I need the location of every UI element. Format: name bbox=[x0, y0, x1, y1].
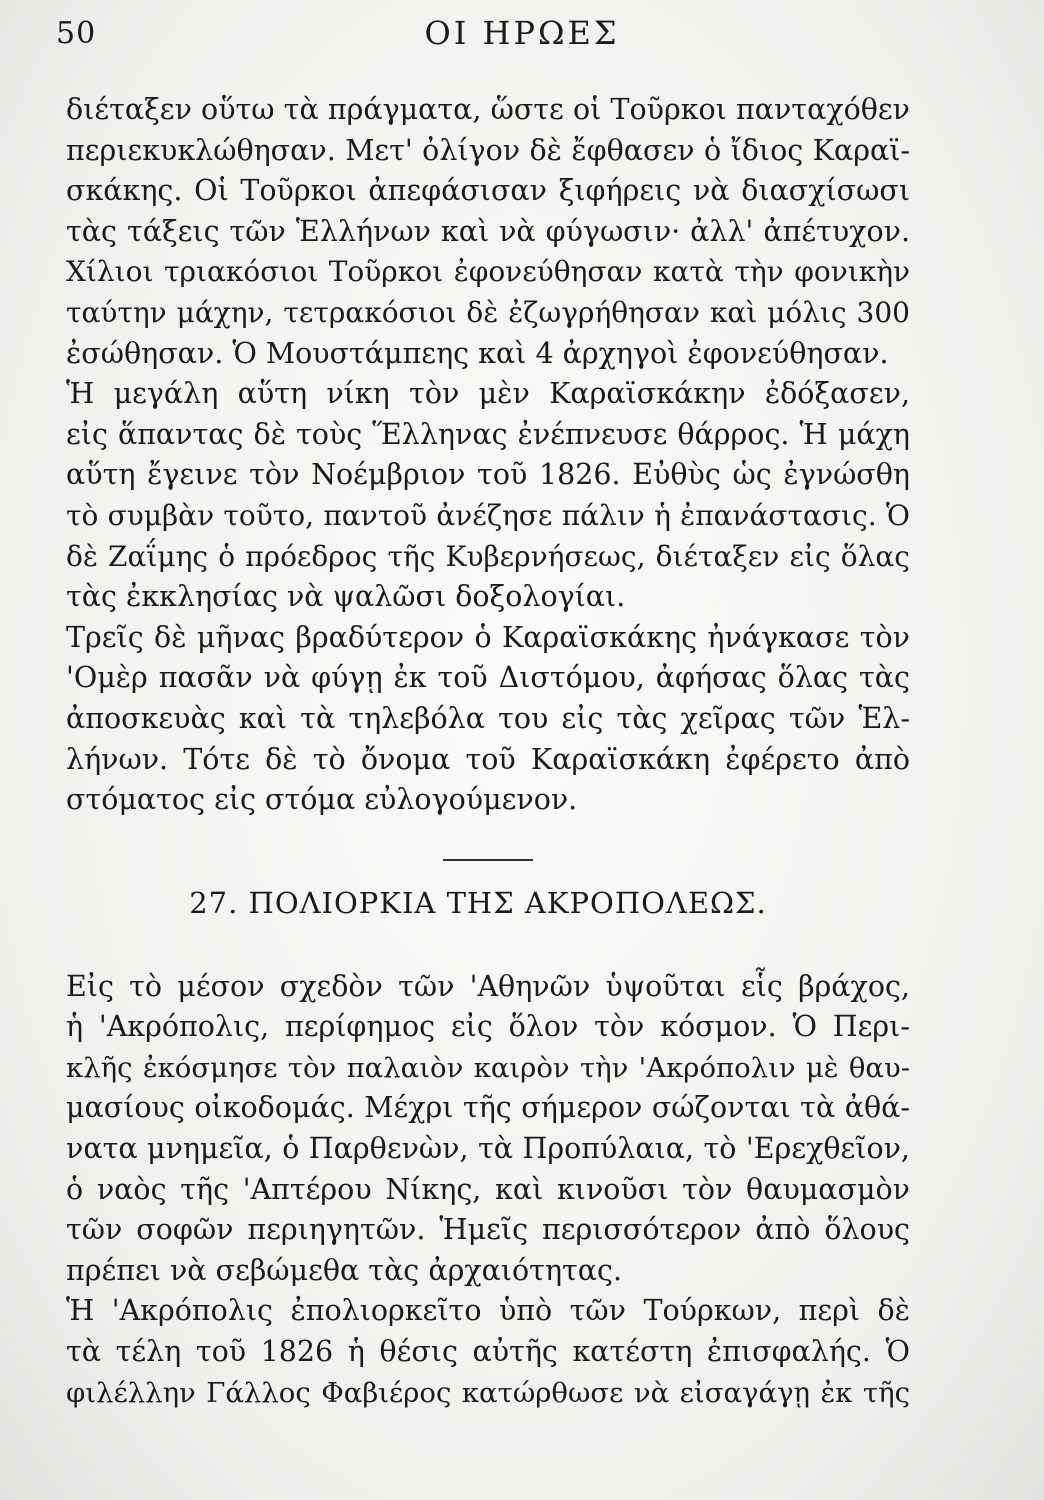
text-line: σκάκης. Οἱ Τοῦρκοι ἀπεφάσισαν ξιφήρεις νὰ διασχίσωσι bbox=[66, 174, 910, 208]
text-line: κλῆς ἐκόσμησε τὸν παλαιὸν καιρὸν τὴν 'Ακρόπολιν μὲ θαυ- bbox=[66, 1051, 910, 1084]
text-line: Ἡ 'Ακρόπολις ἐπολιορκεῖτο ὑπὸ τῶν Τούρκων, περὶ δὲ bbox=[66, 1294, 910, 1328]
text-line: Ἡ μεγάλη αὕτη νίκη τὸν μὲν Καραϊσκάκην ἐδόξασεν, bbox=[66, 377, 910, 411]
paragraph-4 bbox=[66, 967, 910, 1292]
text-line: πρέπει νὰ σεβώμεθα τὰς ἀρχαιότητας. bbox=[66, 1253, 623, 1287]
text-line: στόματος εἰς στόμα εὐλογούμενον. bbox=[66, 783, 578, 817]
text-line: ἡ 'Ακρόπολις, περίφημος εἰς ὅλον τὸν κόσμον. Ὁ Περι- bbox=[66, 1010, 910, 1044]
page-number: 50 bbox=[56, 16, 97, 51]
text-line: ὁ ναὸς τῆς 'Απτέρου Νίκης, καὶ κινοῦσι τὸν θαυμασμὸν bbox=[66, 1172, 910, 1206]
text-line: τὰς ἐκκλησίας νὰ ψαλῶσι δοξολογίαι. bbox=[66, 580, 626, 614]
page-text bbox=[66, 90, 910, 1413]
text-line: αὕτη ἔγεινε τὸν Νοέμβριον τοῦ 1826. Εὐθὺς ὡς ἐγνώσθη bbox=[66, 458, 910, 492]
text-line: τὸ συμβὰν τοῦτο, παντοῦ ἀνέζησε πάλιν ἡ ἐπανάστασις. Ὁ bbox=[66, 498, 910, 532]
text-line: διέταξεν οὕτω τὰ πράγματα, ὥστε οἱ Τοῦρκοι πανταχόθεν bbox=[66, 93, 910, 126]
text-line: τῶν σοφῶν περιηγητῶν. Ἡμεῖς περισσότερον ἀπὸ ὅλους bbox=[66, 1213, 910, 1247]
text-line: Τρεῖς δὲ μῆνας βραδύτερον ὁ Καραϊσκάκης ἠνάγκασε τὸν bbox=[66, 620, 910, 654]
text-line: ἀποσκευὰς καὶ τὰ τηλεβόλα του εἰς τὰς χεῖρας τῶν Ἑλ- bbox=[66, 701, 910, 735]
text-line: δὲ Ζαΐμης ὁ πρόεδρος τῆς Κυβερνήσεως, διέταξεν εἰς ὅλας bbox=[66, 539, 910, 573]
text-line: φιλέλλην Γάλλος Φαβιέρος κατώρθωσε νὰ εἰσαγάγῃ ἐκ τῆς bbox=[66, 1376, 910, 1409]
paragraph-3 bbox=[66, 618, 910, 821]
text-line: Χίλιοι τριακόσιοι Τοῦρκοι ἐφονεύθησαν κατὰ τὴν φονικὴν bbox=[66, 255, 910, 289]
text-line: τὰ τέλη τοῦ 1826 ἡ θέσις αὐτῆς κατέστη ἐπισφαλής. Ὁ bbox=[66, 1335, 910, 1369]
paragraph-5 bbox=[66, 1291, 910, 1413]
section-heading: 27. ΠΟΛΙΟΡΚΙΑ ΤΗΣ ΑΚΡΟΠΟΛΕΩΣ. bbox=[189, 885, 767, 920]
section-divider bbox=[443, 859, 533, 861]
running-title: ΟΙ ΗΡΩΕΣ bbox=[424, 14, 620, 52]
text-line: λήνων. Τότε δὲ τὸ ὄνομα τοῦ Καραϊσκάκη ἐφέρετο ἀπὸ bbox=[66, 742, 910, 776]
text-line: περιεκυκλώθησαν. Μετ' ὀλίγον δὲ ἔφθασεν ὁ ἴδιος Καραϊ- bbox=[66, 133, 910, 167]
text-line: ἐσώθησαν. Ὁ Μουστάμπεης καὶ 4 ἀρχηγοὶ ἐφονεύθησαν. bbox=[66, 336, 889, 370]
text-line: Εἰς τὸ μέσον σχεδὸν τῶν 'Αθηνῶν ὑψοῦται εἷς βράχος, bbox=[66, 969, 910, 1003]
text-line: τὰς τάξεις τῶν Ἑλλήνων καὶ νὰ φύγωσιν· ἀλλ' ἀπέτυχον. bbox=[66, 214, 910, 248]
text-line: 'Ομὲρ πασᾶν νὰ φύγῃ ἐκ τοῦ Διστόμου, ἀφήσας ὅλας τὰς bbox=[66, 661, 910, 695]
text-line: νατα μνημεῖα, ὁ Παρθενὼν, τὰ Προπύλαια, τὸ 'Ερεχθεῖον, bbox=[66, 1132, 910, 1166]
paragraph-1 bbox=[66, 90, 910, 374]
paragraph-2 bbox=[66, 374, 910, 618]
text-line: εἰς ἅπαντας δὲ τοὺς Ἕλληνας ἐνέπνευσε θάρρος. Ἡ μάχη bbox=[66, 417, 910, 451]
text-line: ταύτην μάχην, τετρακόσιοι δὲ ἐζωγρήθησαν καὶ μόλις 300 bbox=[66, 295, 910, 329]
text-line: μασίους οἰκοδομάς. Μέχρι τῆς σήμερον σώζονται τὰ ἀθά- bbox=[66, 1091, 910, 1125]
